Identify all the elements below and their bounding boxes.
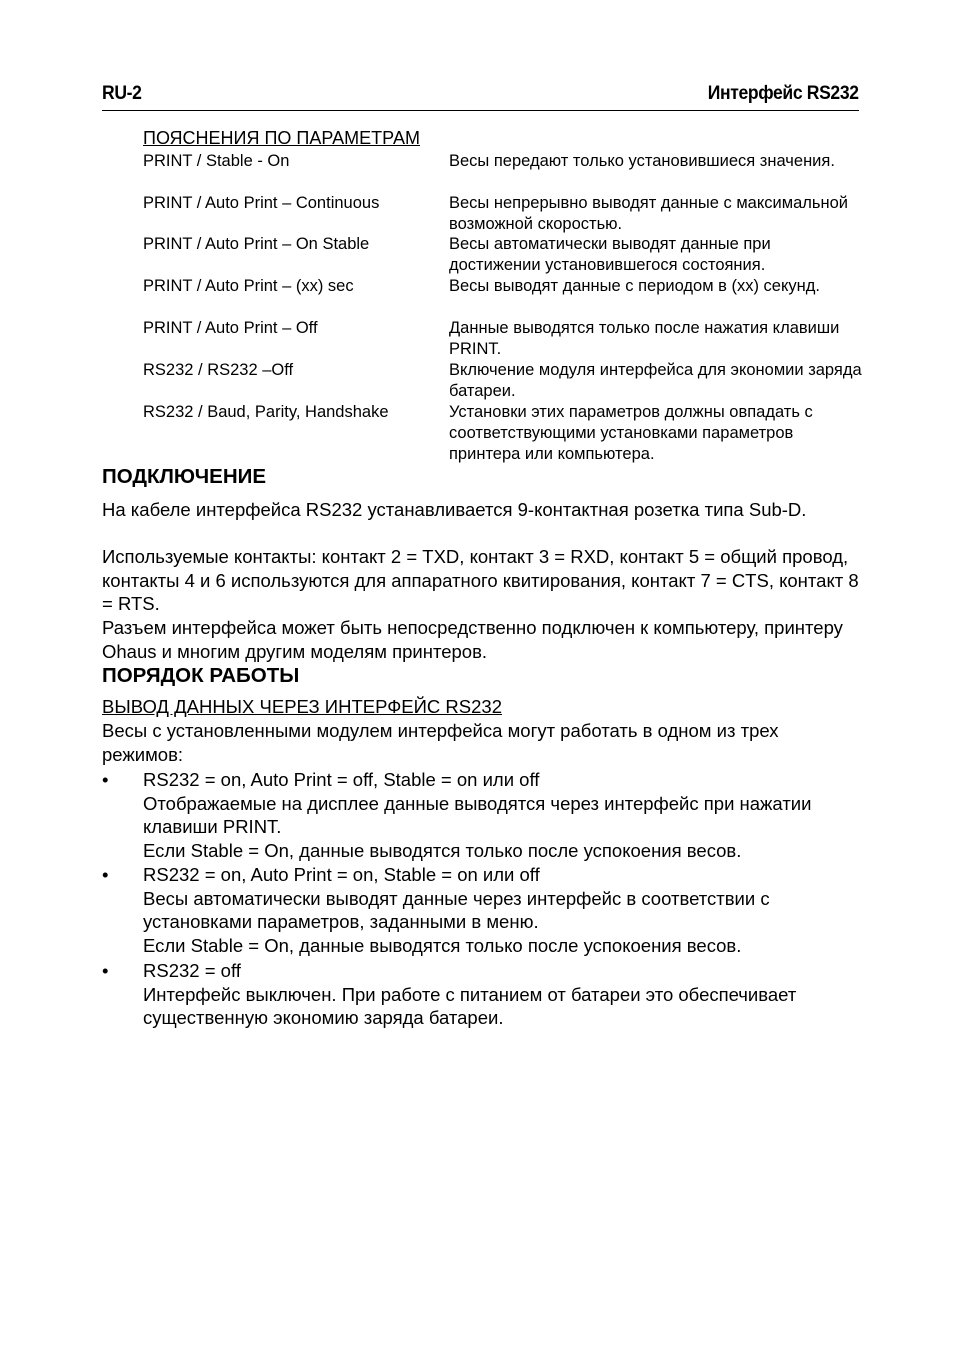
- param-desc: Весы выводят данные с периодом в (xx) секунд.: [449, 277, 820, 295]
- connection-paragraph: На кабеле интерфейса RS232 устанавливается 9-контактная розетка типа Sub-D.: [102, 499, 807, 520]
- bullet-icon: •: [102, 960, 109, 981]
- bullet-icon: •: [102, 864, 109, 885]
- connection-paragraph: Разъем интерфейса может быть непосредственно подключен к компьютеру, принтеру Ohaus и многим другим моделям принтеров.: [102, 617, 843, 662]
- mode-description: Отображаемые на дисплее данные выводятся через интерфейс при нажатии клавиши PRINT.: [143, 792, 812, 837]
- mode-settings: RS232 = on, Auto Print = off, Stable = on или off: [143, 769, 540, 790]
- mode-settings: RS232 = on, Auto Print = on, Stable = on или off: [143, 864, 540, 885]
- param-name: RS232 / RS232 –Off: [143, 361, 294, 379]
- operation-heading: ПОРЯДОК РАБОТЫ: [102, 664, 300, 687]
- param-desc: Включение модуля интерфейса для экономии заряда батареи.: [449, 361, 862, 400]
- param-desc: Данные выводятся только после нажатия клавиши PRINT.: [449, 319, 840, 358]
- param-name: PRINT / Auto Print – Continuous: [143, 194, 380, 212]
- bullet-icon: •: [102, 769, 109, 790]
- param-desc: Весы передают только установившиеся значения.: [449, 152, 835, 170]
- mode-description: Весы автоматически выводят данные через интерфейс в соответствии с установками параметров, заданными в меню.: [143, 887, 770, 932]
- param-name: PRINT / Stable - On: [143, 152, 290, 170]
- param-desc: Установки этих параметров должны овпадать с соответствующими установками параметров принтера или компьютера.: [449, 403, 813, 463]
- param-name: PRINT / Auto Print – (xx) sec: [143, 277, 354, 295]
- mode-note: Если Stable = On, данные выводятся только после успокоения весов.: [143, 839, 742, 861]
- section-title: Интерфейс RS232: [708, 82, 859, 104]
- params-title: ПОЯСНЕНИЯ ПО ПАРАМЕТРАМ: [143, 128, 420, 148]
- operation-intro: Весы с установленными модулем интерфейса могут работать в одном из трех режимов:: [102, 720, 779, 765]
- mode-description: Интерфейс выключен. При работе с питанием от батареи это обеспечивает существенную экономию заряда батареи.: [143, 983, 797, 1028]
- param-desc: Весы непрерывно выводят данные с максимальной возможной скоростью.: [449, 194, 848, 233]
- mode-settings: RS232 = off: [143, 960, 241, 981]
- page-header: [102, 82, 859, 111]
- connection-heading: ПОДКЛЮЧЕНИЕ: [102, 465, 267, 488]
- mode-note: Если Stable = On, данные выводятся только после успокоения весов.: [143, 934, 742, 956]
- page-number: RU-2: [102, 82, 142, 104]
- param-name: PRINT / Auto Print – Off: [143, 319, 318, 337]
- connection-paragraph: Используемые контакты: контакт 2 = TXD, контакт 3 = RXD, контакт 5 = общий провод, контакты 4 и 6 используются для аппаратного квитирования, контакт 7 = CTS, контакт 8 = RTS.: [102, 546, 859, 614]
- operation-subtitle: ВЫВОД ДАННЫХ ЧЕРЕЗ ИНТЕРФЕЙС RS232: [102, 696, 502, 717]
- param-desc: Весы автоматически выводят данные при достижении установившегося состояния.: [449, 235, 771, 274]
- param-name: RS232 / Baud, Parity, Handshake: [143, 403, 389, 421]
- param-name: PRINT / Auto Print – On Stable: [143, 235, 370, 253]
